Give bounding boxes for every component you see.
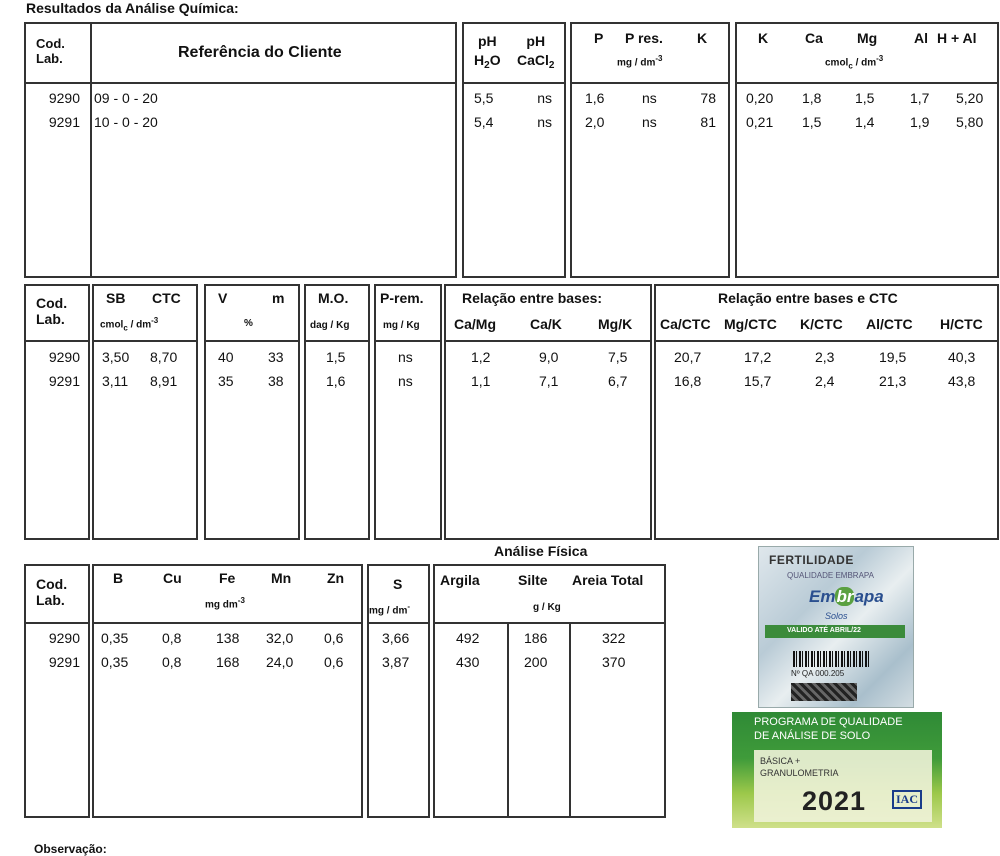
table-cell: 9291 [48,654,80,670]
k-ctc-header: K/CTC [800,316,843,332]
ca-k-header: Ca/K [530,316,562,332]
embrapa-logo: Embrapa [809,587,884,606]
mg-ctc-header: Mg/CTC [724,316,777,332]
table-cell: 15,7 [744,373,772,389]
t3-col-b [101,626,128,674]
table-cell: 0,20 [746,90,774,106]
unit-mg-dm-s: mg / dm- [369,602,411,617]
h-ctc-header: H/CTC [940,316,983,332]
table-cell: 9290 [48,90,80,106]
table-cell: 40,3 [948,349,976,365]
table-cell: 8,91 [150,373,178,389]
t2-cod-header: Cod. Lab. [36,295,68,327]
table-cell: 9290 [48,349,80,365]
table-cell: 17,2 [744,349,772,365]
t2-col-cod [32,345,80,393]
iac-badge [732,712,942,828]
t2-col-h-ctc [948,345,975,393]
table-cell: 24,0 [266,654,294,670]
mn-header: Mn [271,570,292,586]
table-cell: 0,6 [324,630,344,646]
table-cell: 78 [700,90,716,106]
table-cell: 9,0 [539,349,559,365]
table-cell: 21,3 [879,373,907,389]
unit-mg-dm3-micro: mg $dm^{-3}$ [205,596,245,611]
ph-h2o-header: pH $H_2O$ [474,33,501,71]
table-cell: 1,5 [802,114,822,130]
table-cell: 3,50 [102,349,130,365]
fe-header: Fe [219,570,236,586]
ca-mg-header: Ca/Mg [454,316,496,332]
table-cell: 0,35 [101,654,129,670]
t1-col-ca [802,86,821,134]
badge-line1: PROGRAMA DE QUALIDADE [754,716,903,728]
t2-unit-cmol: cmol$_c$ / $dm^{-3}$ [100,316,159,333]
t1-col-ph-h2o [474,86,493,134]
rel-bases-header: Relação entre bases: [462,290,603,306]
table-cell: 0,35 [101,630,129,646]
table-cell: 3,66 [382,630,410,646]
table-cell: 492 [456,630,480,646]
table-cell: 38 [268,373,284,389]
barcode-icon [793,651,869,667]
table-cell: 3,11 [102,373,129,389]
b-header: B [113,570,124,586]
table-cell: 430 [456,654,480,670]
table-cell: 168 [216,654,240,670]
table-cell: 1,5 [855,90,875,106]
table-cell: 20,7 [674,349,702,365]
fisica-title: Análise Física [494,543,588,559]
iac-logo: IAC [892,790,922,809]
ph-cacl2-header: pH CaCl$_2$ [517,33,555,71]
table-cell: 138 [216,630,240,646]
prem-header: P-rem. [380,290,424,306]
t3-col-s [382,626,409,674]
table-cell: 81 [700,114,716,130]
table-cell: 5,4 [474,114,494,130]
t3-col-areia [602,626,625,674]
t1-col-ph-cacl2 [518,86,552,134]
page-title: Resultados da Análise Química: [26,0,239,16]
al-header: Al [914,30,928,46]
unit-g-kg: g / Kg [533,602,561,613]
table-cell: 200 [524,654,548,670]
table-cell: 43,8 [948,373,976,389]
t1-ref-header: Referência do Cliente [178,44,342,61]
table-cell: 2,0 [585,114,605,130]
table-cell: 7,5 [608,349,628,365]
argila-header: Argila [440,572,480,588]
table-cell: 0,21 [746,114,774,130]
m-header: m [272,290,285,306]
table-cell: 5,5 [474,90,494,106]
zn-header: Zn [327,570,345,586]
mg-header: Mg [857,30,878,46]
t3-col-argila [456,626,479,674]
table-cell: 40 [218,349,234,365]
table-cell: 0,8 [162,630,182,646]
t2-col-ca-ctc [674,345,701,393]
table-cell: 2,3 [815,349,835,365]
seal-subtitle: QUALIDADE EMBRAPA [787,571,874,580]
table-cell: 19,5 [879,349,907,365]
p-header: P [594,30,604,46]
al-ctc-header: Al/CTC [866,316,913,332]
silte-header: Silte [518,572,548,588]
badge-line4: GRANULOMETRIA [760,768,839,778]
t1-col-k-cmol [746,86,773,134]
t2-col-ca-k [539,345,558,393]
s-header: S [393,576,403,592]
table-cell: ns [642,90,657,106]
t3-col-cu [162,626,181,674]
ca-header: Ca [805,30,823,46]
t2-col-sb [102,345,129,393]
table-cell: 9290 [48,630,80,646]
table-cell: 1,9 [910,114,930,130]
table-cell: 1,7 [910,90,930,106]
t2-col-m [268,345,284,393]
table-cell: 09 - 0 - 20 [94,90,158,106]
t1-col-p-res [642,86,657,134]
k-cmol-header: K [758,30,769,46]
table-cell: 9291 [48,114,80,130]
t2-col-ctc [150,345,177,393]
seal-code: Nº QA 000.205 [791,669,845,678]
t2-col-ca-mg [471,345,490,393]
t3-col-fe [216,626,239,674]
table-cell: 0,6 [324,654,344,670]
t2-col-prem [398,345,413,393]
t3-col-cod [32,626,80,674]
table-cell: ns [537,90,552,106]
table-cell: ns [642,114,657,130]
hal-header: H + Al [937,30,977,46]
t1-col-ref [94,86,158,134]
table-cell: 9291 [48,373,80,389]
t3-col-silte [524,626,547,674]
t2-col-al-ctc [879,345,906,393]
table-cell: 1,6 [585,90,605,106]
table-cell: 0,8 [162,654,182,670]
t1-col-mg [855,86,874,134]
table-cell: 2,4 [815,373,835,389]
t1-col-k [688,86,716,134]
table-cell: 1,5 [326,349,346,365]
t2-col-mg-ctc [744,345,771,393]
unit-dag-kg: dag / Kg [310,320,350,331]
t3-cod-header: Cod. Lab. [36,576,68,608]
table-cell: 1,1 [471,373,491,389]
embrapa-seal [758,546,914,708]
p-res-header: P res. [625,30,663,46]
table-cell: 7,1 [539,373,559,389]
seal-pattern-block [791,683,857,701]
unit-cmol-dm3: cmol$_c$ / $dm^{-3}$ [825,54,884,71]
t1-col-p [585,86,604,134]
table-cell: 8,70 [150,349,178,365]
table-cell: 1,6 [326,373,346,389]
table-cell: ns [398,349,413,365]
table-cell: 370 [602,654,626,670]
t3-col-zn [324,626,343,674]
badge-line2: DE ANÁLISE DE SOLO [754,730,871,742]
unit-percent: % [244,318,253,329]
seal-valid: VALIDO ATÉ ABRIL/22 [787,627,861,634]
table-cell: 6,7 [608,373,628,389]
t1-col-al [910,86,929,134]
t2-col-k-ctc [815,345,834,393]
t1-col-hal [956,86,983,134]
ctc-header: CTC [152,290,181,306]
table-cell: 1,4 [855,114,875,130]
t2-col-v [218,345,234,393]
k-mg-header: K [697,30,708,46]
table-cell: 32,0 [266,630,294,646]
t3-col-mn [266,626,293,674]
table-cell: 1,8 [802,90,822,106]
table-cell: 33 [268,349,284,365]
ca-ctc-header: Ca/CTC [660,316,711,332]
table-cell: 322 [602,630,626,646]
seal-solos: Solos [825,611,848,621]
table-cell: ns [537,114,552,130]
mg-k-header: Mg/K [598,316,633,332]
t1-cod-header: Cod. Lab. [36,36,65,66]
t2-col-mg-k [608,345,627,393]
badge-year: 2021 [802,786,867,816]
table-cell: 35 [218,373,234,389]
table-cell: ns [398,373,413,389]
cu-header: Cu [163,570,182,586]
sb-header: SB [106,290,126,306]
seal-title: FERTILIDADE [769,553,854,567]
table-cell: 186 [524,630,548,646]
table-cell: 5,80 [956,114,984,130]
unit-mg-kg: mg / Kg [383,320,420,331]
t1-col-cod [32,86,80,134]
badge-line3: BÁSICA + [760,756,801,766]
mo-header: M.O. [318,290,349,306]
table-cell: 10 - 0 - 20 [94,114,158,130]
v-header: V [218,290,228,306]
observacao-label: Observação: [34,842,107,856]
areia-header: Areia Total [572,572,644,588]
rel-ctc-header: Relação entre bases e CTC [718,290,898,306]
table-cell: 16,8 [674,373,702,389]
unit-mg-dm3: mg / $dm^{-3}$ [617,54,663,69]
table-cell: 5,20 [956,90,984,106]
table-cell: 1,2 [471,349,491,365]
t2-col-mo [326,345,345,393]
table-cell: 3,87 [382,654,410,670]
